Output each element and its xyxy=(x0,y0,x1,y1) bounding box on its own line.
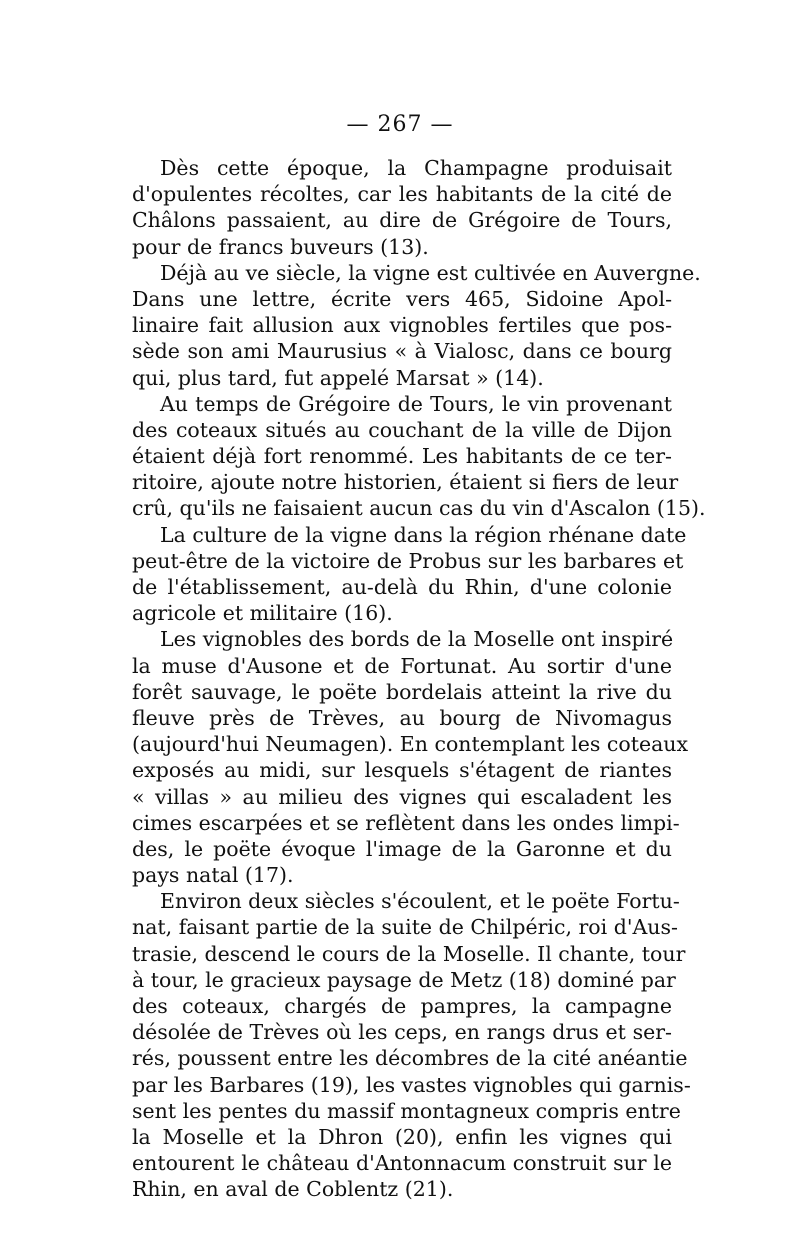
text-line: des coteaux situés au couchant de la ville de Dijon xyxy=(132,417,672,442)
text-line: cimes escarpées et se reflètent dans les ondes limpi- xyxy=(132,810,680,835)
text-line: Environ deux siècles s'écoulent, et le poëte Fortu- xyxy=(160,889,680,914)
text-line: forêt sauvage, le poëte bordelais atteint la rive du xyxy=(132,679,672,704)
text-line: Déjà au ve siècle, la vigne est cultivée en Auvergne. xyxy=(160,260,701,285)
text-line: Dès cette époque, la Champagne produisait xyxy=(160,156,672,180)
text-line: Dans une lettre, écrite vers 465, Sidoine Apol- xyxy=(132,286,672,311)
text-line: exposés au midi, sur lesquels s'étagent de riantes xyxy=(132,758,672,783)
text-line: crû, qu'ils ne faisaient aucun cas du vin d'Ascalon (15). xyxy=(132,496,706,521)
text-line: Châlons passaient, au dire de Grégoire de Tours, xyxy=(132,208,672,233)
text-line: des, le poëte évoque l'image de la Garonne et du xyxy=(132,836,672,861)
text-line: linaire fait allusion aux vignobles fertiles que pos- xyxy=(132,313,672,338)
text-line: fleuve près de Trèves, au bourg de Nivomagus xyxy=(132,705,672,730)
text-line: sède son ami Maurusius « à Vialosc, dans ce bourg xyxy=(132,339,672,364)
text-line: désolée de Trèves où les ceps, en rangs drus et ser- xyxy=(132,1020,672,1045)
text-line: « villas » au milieu des vignes qui escaladent les xyxy=(132,784,672,809)
text-line: ritoire, ajoute notre historien, étaient si fiers de leur xyxy=(132,470,679,495)
text-line: peut-être de la victoire de Probus sur les barbares et xyxy=(132,548,684,573)
text-line: sent les pentes du massif montagneux compris entre xyxy=(132,1098,681,1123)
text-line: étaient déjà fort renommé. Les habitants de ce ter- xyxy=(132,444,672,469)
text-line: (aujourd'hui Neumagen). En contemplant les coteaux xyxy=(132,732,689,757)
text-line: agricole et militaire (16). xyxy=(132,601,393,626)
text-line: trasie, descend le cours de la Moselle. Il chante, tour xyxy=(132,941,686,966)
page-number: — 267 — xyxy=(346,112,454,137)
text-line: d'opulentes récoltes, car les habitants de la cité de xyxy=(132,182,672,207)
text-line: Rhin, en aval de Coblentz (21). xyxy=(132,1177,454,1202)
text-line: qui, plus tard, fut appelé Marsat » (14). xyxy=(132,365,544,390)
text-line: entourent le château d'Antonnacum construit sur le xyxy=(132,1151,672,1176)
text-line: Les vignobles des bords de la Moselle ont inspiré xyxy=(160,627,674,652)
text-line: par les Barbares (19), les vastes vignobles qui garnis- xyxy=(132,1072,691,1097)
body-text xyxy=(132,155,706,1203)
text-line: nat, faisant partie de la suite de Chilpéric, roi d'Aus- xyxy=(132,915,678,940)
text-line: de l'établissement, au-delà du Rhin, d'une colonie xyxy=(132,575,672,599)
text-line: pays natal (17). xyxy=(132,863,294,888)
text-line: La culture de la vigne dans la région rhénane date xyxy=(160,522,687,547)
text-line: la Moselle et la Dhron (20), enfin les vignes qui xyxy=(132,1124,672,1149)
text-line: Au temps de Grégoire de Tours, le vin provenant xyxy=(160,391,672,416)
text-line: à tour, le gracieux paysage de Metz (18) dominé par xyxy=(132,967,676,992)
text-line: pour de francs buveurs (13). xyxy=(132,234,429,259)
text-line: des coteaux, chargés de pampres, la campagne xyxy=(132,994,672,1018)
text-line: la muse d'Ausone et de Fortunat. Au sortir d'une xyxy=(132,653,672,678)
text-line: rés, poussent entre les décombres de la cité anéantie xyxy=(132,1046,688,1071)
